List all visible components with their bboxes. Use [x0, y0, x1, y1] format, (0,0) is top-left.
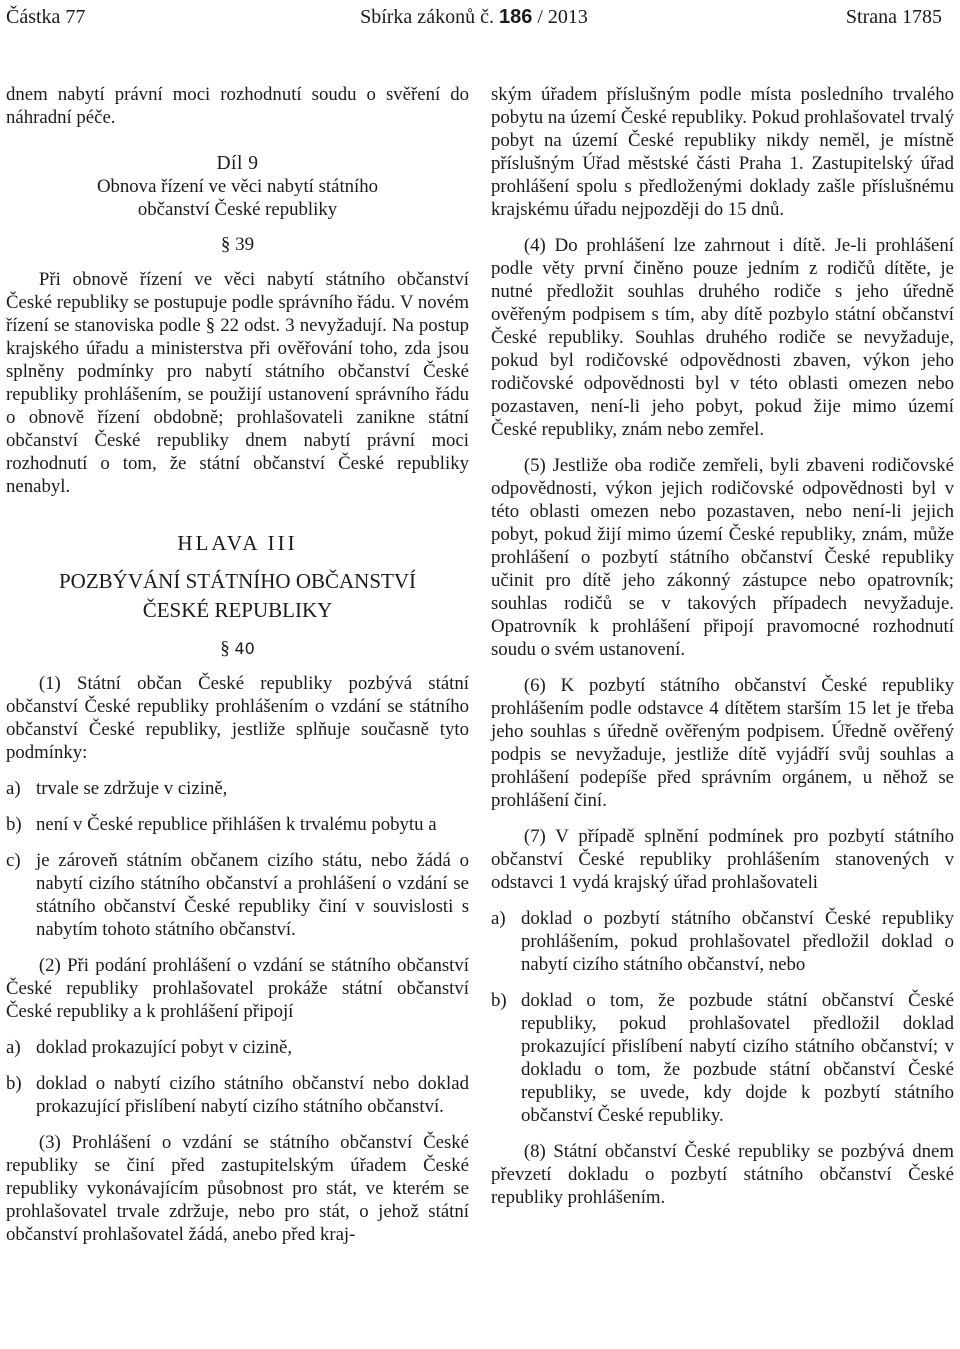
- collection-reference: [6, 4, 942, 30]
- list-item-text: trvale se zdržuje v cizině,: [36, 778, 228, 799]
- chapter-title: POZBÝVÁNÍ STÁTNÍHO OBČANSTVÍ ČESKÉ REPUBLIKY: [59, 569, 416, 622]
- paragraph-3-continued: ským úřadem příslušným podle místa posledního trvalého pobytu na území České republiky. Pokud prohlašovatel trvalý pobyt na území České republiky nikdy neměl, je místně příslušným Úřad městské části Praha 1. Zastupitelský úřad prohlášení spolu s předloženými doklady zašle příslušnému krajskému úřadu nejpozději do 15 dnů.: [491, 84, 955, 220]
- list-item-text: doklad prokazující pobyt v cizině,: [36, 1037, 293, 1058]
- list-item-text: není v České republice přihlášen k trvalému pobytu a: [36, 814, 437, 835]
- paragraph-7: (7) V případě splnění podmínek pro pozbytí státního občanství České republiky prohlášením stanovených v odstavci 1 vydá krajský úřad prohlašovateli: [491, 826, 954, 893]
- list-item-label: a): [6, 1037, 21, 1058]
- paragraph-4: (4) Do prohlášení lze zahrnout i dítě. Je-li prohlášení podle věty první činěno pouze jedním z rodičů dítěte, je nutné předložit souhlas druhého rodiče s jeho úředně ověřeným podpisem s tím, aby dítě pozbylo státní občanství České republiky. Souhlas druhého rodiče se nevyžaduje, pokud byl rodičovské odpovědnosti zbaven, výkon jeho rodičovské odpovědnosti byl v této oblasti omezen nebo pozastaven, není-li jeho pobyt, pokud žije mimo území České republiky, znám nebo zemřel.: [491, 235, 954, 440]
- chapter-heading: HLAVA III: [177, 531, 298, 555]
- law-number: 186: [498, 6, 533, 28]
- list-item: [6, 813, 469, 836]
- part-heading: Díl 9: [216, 153, 259, 174]
- list-item-label: b): [6, 814, 22, 835]
- collection-prefix: Sbírka zákonů č.: [360, 6, 494, 28]
- section-39-text: Při obnově řízení ve věci nabytí státního občanství České republiky se postupuje podle správního řádu. V novém řízení se stanoviska podle § 22 odst. 3 nevyžadují. Na postup krajského úřadu a ministerstva při ověřování toho, zda jsou splněny podmínky pro nabytí státního občanství České republiky prohlášením, se použijí ustanovení správního řádu o obnově řízení obdobně; prohlašovateli zanikne státní občanství České republiky dnem nabytí právní moci rozhodnutí o tom, že státní občanství České republiky nenabyl.: [6, 269, 469, 497]
- list-item: [6, 849, 469, 941]
- section-40-label: [6, 637, 469, 660]
- section-sign: §: [220, 638, 230, 659]
- list-item-text: doklad o nabytí cizího státního občanství nebo doklad prokazující přislíbení nabytí cizího státního občanství.: [36, 1073, 469, 1117]
- collection-year: / 2013: [537, 6, 588, 28]
- list-item-label: c): [6, 850, 21, 871]
- page-number: Strana 1785: [845, 6, 942, 28]
- paragraph-8: (8) Státní občanství České republiky se pozbývá dnem převzetí dokladu o pozbytí státního občanství České republiky prohlášením.: [491, 1141, 954, 1208]
- paragraph-2: (2) Při podání prohlášení o vzdání se státního občanství České republiky prohlašovatel prokáže státní občanství České republiky a k prohlášení připojí: [6, 955, 469, 1022]
- section-39-label: § 39: [220, 234, 255, 255]
- paragraph-3: (3) Prohlášení o vzdání se státního občanství České republiky se činí před zastupitelským úřadem České republiky vykonávajícím působnost pro stát, ve kterém se prohlašovatel trvale zdržuje, nebo pro stát, o jehož státní občanství prohlašovatel žádá, anebo před kraj-: [6, 1132, 469, 1245]
- list-item-text: doklad o tom, že pozbude státní občanství České republiky, pokud prohlašovatel předložil doklad prokazující přislíbení nabytí cizího státního občanství; v dokladu o tom, že pozbude státní občanství České republiky, se uvede, kdy dojde k pozbytí státního občanství České republiky.: [521, 990, 954, 1126]
- list-item-label: b): [491, 990, 507, 1011]
- list-item: [6, 1036, 469, 1059]
- paragraph-6: (6) K pozbytí státního občanství České republiky prohlášením podle odstavce 4 dítětem starším 15 let je třeba jeho souhlas s úředně ověřeným podpisem. Úředně ověřený podpis se nevyžaduje, jestliže dítě vyjádří svůj souhlas a prohlášení podepíše před správním orgánem, u něhož se prohlášení činí.: [491, 675, 954, 811]
- right-column: [491, 83, 954, 1209]
- list-item-label: a): [491, 908, 506, 929]
- list-item: [491, 907, 954, 976]
- list-item-label: a): [6, 778, 21, 799]
- left-column: [6, 83, 469, 1246]
- intro-text: dnem nabytí právní moci rozhodnutí soudu o svěření do náhradní péče.: [6, 84, 469, 128]
- part-title: Obnova řízení ve věci nabytí státního občanství České republiky: [96, 176, 379, 220]
- page-header: [6, 4, 942, 34]
- list-item-text: je zároveň státním občanem cizího státu, nebo žádá o nabytí cizího státního občanství a prohlášení o vzdání se státního občanství České republiky činí v souvislosti s nabytím tohoto státního občanství.: [36, 850, 469, 940]
- paragraph-5: (5) Jestliže oba rodiče zemřeli, byli zbaveni rodičovské odpovědnosti, výkon jejich rodičovské odpovědnosti byl v této oblasti omezen nebo pozastaven, nebo není-li jejich pobyt, pokud žijí mimo území České republiky, znám, může prohlášení o pozbytí státního občanství České republiky učinit pro dítě jeho zákonný zástupce nebo opatrovník; souhlas rodičů se v takových případech nevyžaduje. Opatrovník k prohlášení připojí pravomocné rozhodnutí soudu o svém ustanovení.: [491, 455, 954, 660]
- list-item: [6, 1072, 469, 1118]
- list-item-label: b): [6, 1073, 22, 1094]
- section-40-number: 40: [234, 639, 255, 658]
- list-item: [6, 777, 469, 800]
- paragraph-1: (1) Státní občan České republiky pozbývá státní občanství České republiky prohlášením o vzdání se státního občanství České republiky, jestliže splňuje současně tyto podmínky:: [6, 673, 469, 763]
- list-item: [491, 989, 954, 1127]
- issue-number: Částka 77: [6, 6, 86, 28]
- list-item-text: doklad o pozbytí státního občanství České republiky prohlášením, pokud prohlašovatel předložil doklad o nabytí cizího státního občanství, nebo: [521, 908, 954, 975]
